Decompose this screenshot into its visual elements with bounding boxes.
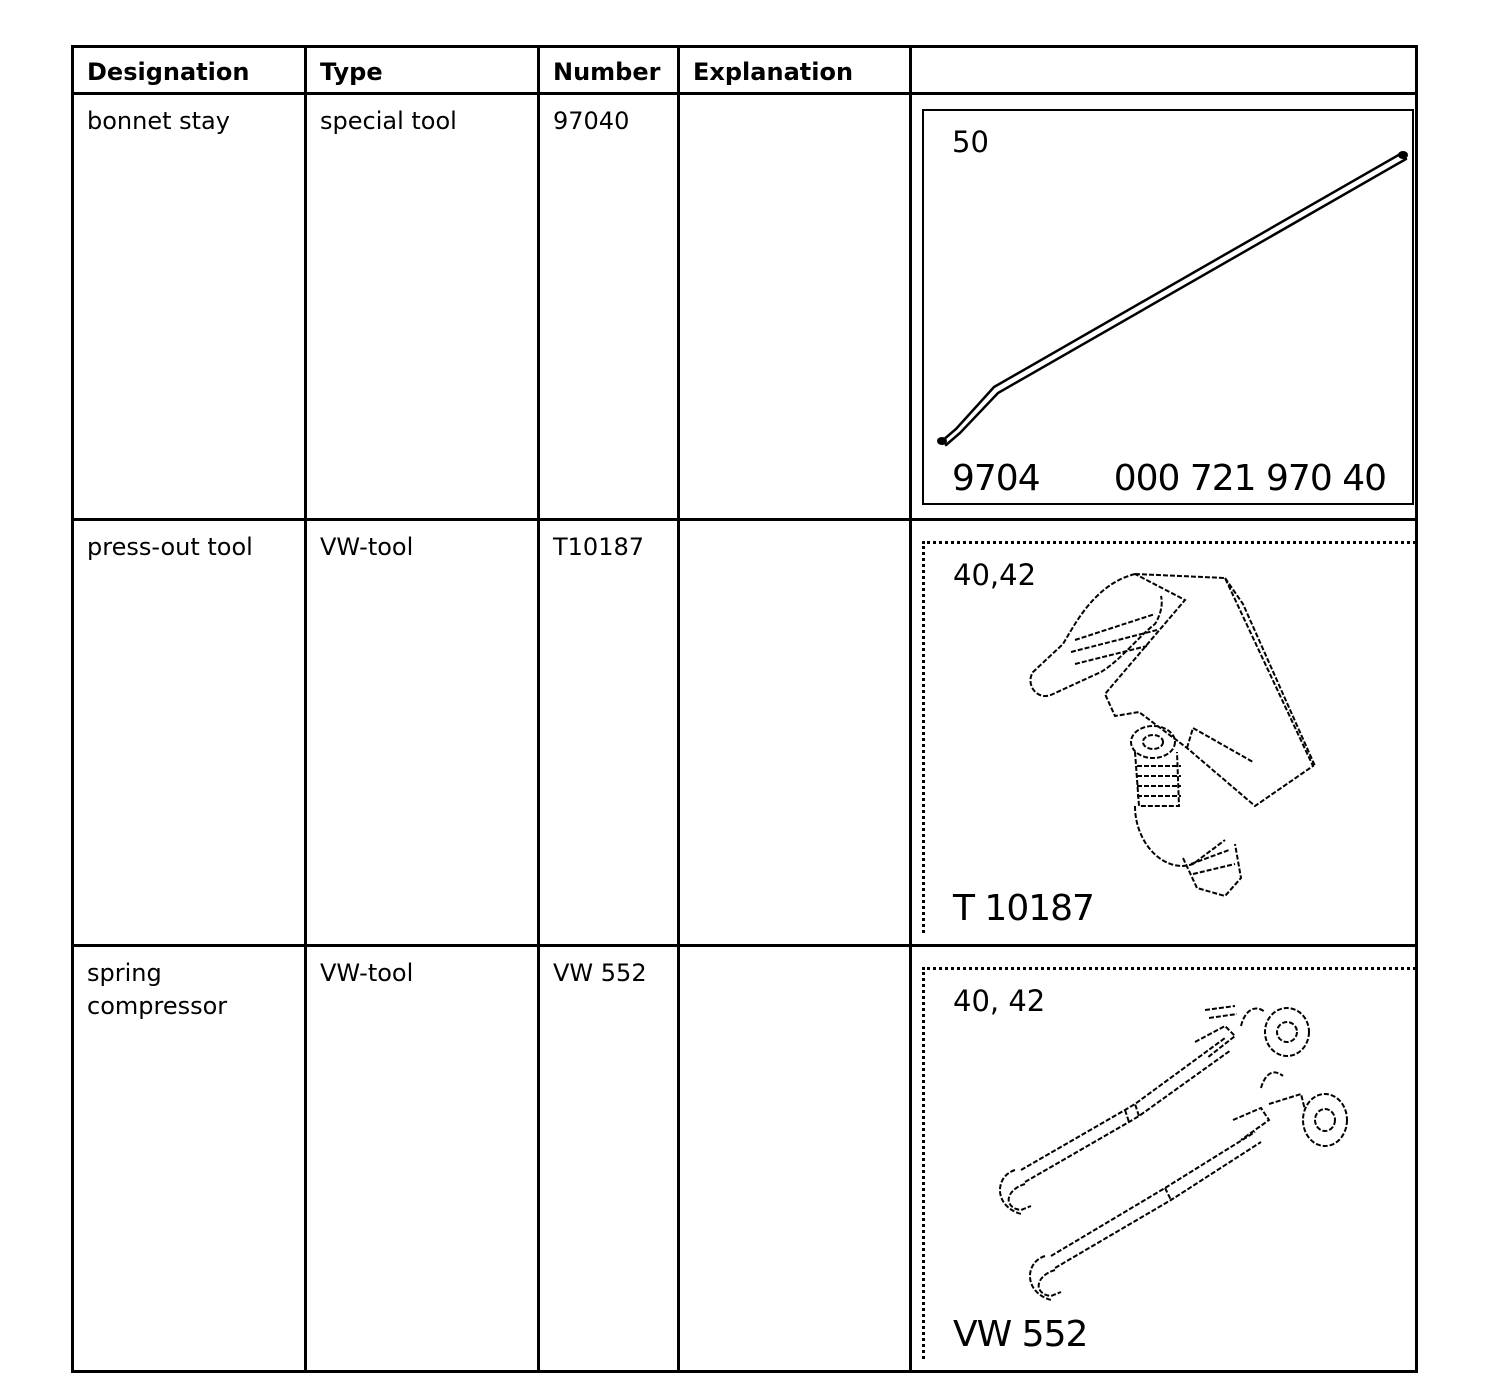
tool-illustration [922, 967, 1416, 1359]
cell-designation: bonnet stay [73, 94, 306, 520]
cell-type: VW-tool [306, 520, 539, 946]
header-designation: Designation [73, 47, 306, 94]
table-row [73, 946, 1417, 1372]
illustration-code-left: VW 552 [953, 1314, 1088, 1355]
table-row [73, 520, 1417, 946]
header-number: Number [539, 47, 679, 94]
cell-explanation [679, 946, 911, 1372]
illustration-ref: 40,42 [953, 558, 1037, 592]
header-type: Type [306, 47, 539, 94]
illustration-code-right: 000 721 970 40 [1113, 458, 1386, 499]
spring-compressor-hooks-icon [925, 970, 1419, 1362]
tool-illustration [922, 541, 1416, 933]
illustration-code-left: T 10187 [953, 888, 1094, 929]
cell-number: VW 552 [539, 946, 679, 1372]
press-out-clamp-icon [925, 544, 1419, 936]
cell-type: special tool [306, 94, 539, 520]
cell-explanation [679, 94, 911, 520]
illustration-code-left: 9704 [952, 458, 1040, 499]
bonnet-stay-rod-icon [924, 111, 1416, 507]
cell-illustration [911, 520, 1417, 946]
special-tools-table [71, 45, 1418, 1373]
cell-number: 97040 [539, 94, 679, 520]
cell-designation: press-out tool [73, 520, 306, 946]
illustration-ref: 50 [952, 125, 989, 159]
cell-explanation [679, 520, 911, 946]
cell-type: VW-tool [306, 946, 539, 1372]
cell-designation: spring compressor [73, 946, 306, 1372]
tool-illustration [922, 109, 1414, 505]
header-row [73, 47, 1417, 94]
table-row [73, 94, 1417, 520]
cell-number: T10187 [539, 520, 679, 946]
header-image [911, 47, 1417, 94]
header-explanation: Explanation [679, 47, 911, 94]
illustration-ref: 40, 42 [953, 984, 1046, 1018]
cell-illustration [911, 946, 1417, 1372]
cell-illustration [911, 94, 1417, 520]
